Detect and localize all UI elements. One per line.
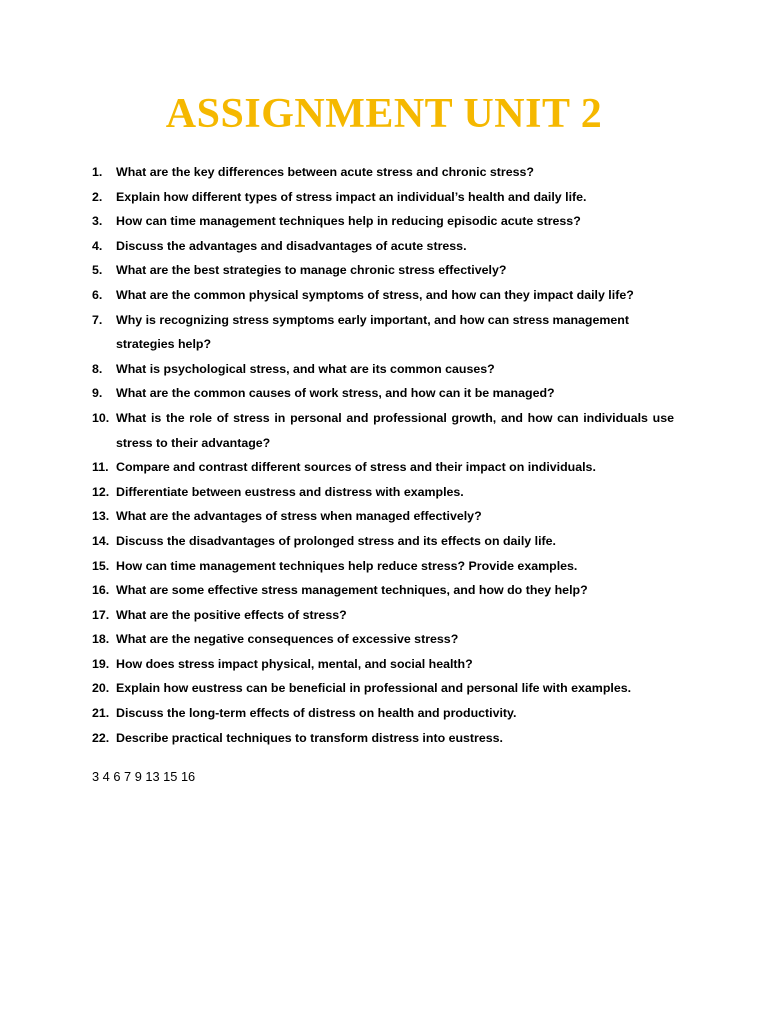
question-text: Differentiate between eustress and distress with examples. <box>116 484 464 499</box>
question-number: 14. <box>92 533 110 548</box>
question-number: 8. <box>92 361 103 376</box>
question-item <box>92 381 674 406</box>
question-number: 19. <box>92 656 110 671</box>
question-text: What are the common physical symptoms of stress, and how can they impact daily life? <box>116 287 634 302</box>
selected-questions-note: 3 4 6 7 9 13 15 16 <box>92 769 196 784</box>
question-item <box>92 554 674 579</box>
question-number: 15. <box>92 558 110 573</box>
question-text: What are the positive effects of stress? <box>116 607 347 622</box>
question-item <box>92 160 674 185</box>
question-item <box>92 627 674 652</box>
question-text: How can time management techniques help reduce stress? Provide examples. <box>116 558 578 573</box>
question-number: 17. <box>92 607 110 622</box>
question-number: 1. <box>92 165 103 179</box>
question-number: 16. <box>92 583 110 598</box>
question-number: 21. <box>92 706 110 721</box>
question-text: Why is recognizing stress symptoms early important, and how can stress management strategies help? <box>116 312 629 352</box>
question-text: What is the role of stress in personal and professional growth, and how can individuals use stress to their advantage? <box>116 410 674 450</box>
question-item <box>92 283 674 308</box>
question-item <box>92 701 674 726</box>
question-text: What are the best strategies to manage chronic stress effectively? <box>116 263 507 278</box>
question-text: What are the advantages of stress when managed effectively? <box>116 509 482 524</box>
question-text: Discuss the long-term effects of distress on health and productivity. <box>116 706 517 721</box>
question-item <box>92 357 674 382</box>
question-item <box>92 726 674 751</box>
question-number: 2. <box>92 189 103 204</box>
question-number: 5. <box>92 263 103 278</box>
question-text: Explain how different types of stress impact an individual’s health and daily life. <box>116 189 587 204</box>
question-number: 7. <box>92 312 103 327</box>
question-number: 22. <box>92 730 110 745</box>
question-number: 6. <box>92 287 103 302</box>
question-item <box>92 578 674 603</box>
question-text: Discuss the disadvantages of prolonged stress and its effects on daily life. <box>116 533 556 548</box>
question-item <box>92 529 674 554</box>
question-text: What are some effective stress management techniques, and how do they help? <box>116 583 588 598</box>
question-text: Compare and contrast different sources of stress and their impact on individuals. <box>116 460 596 475</box>
question-text: How can time management techniques help in reducing episodic acute stress? <box>116 214 581 229</box>
question-text: What are the negative consequences of excessive stress? <box>116 632 459 647</box>
question-list <box>92 160 674 750</box>
question-item <box>92 258 674 283</box>
question-text: Discuss the advantages and disadvantages of acute stress. <box>116 238 467 253</box>
question-number: 4. <box>92 238 103 253</box>
question-item <box>92 676 674 701</box>
question-number: 10. <box>92 410 110 425</box>
question-item <box>92 234 674 259</box>
question-number: 18. <box>92 632 110 647</box>
question-number: 3. <box>92 214 103 229</box>
question-item <box>92 480 674 505</box>
page-title: ASSIGNMENT UNIT 2 <box>165 91 603 137</box>
question-item <box>92 406 674 455</box>
question-number: 13. <box>92 509 110 524</box>
question-item <box>92 455 674 480</box>
question-text: What are the common causes of work stress, and how can it be managed? <box>116 386 555 401</box>
question-item <box>92 185 674 210</box>
question-number: 9. <box>92 386 103 401</box>
question-number: 20. <box>92 681 110 696</box>
question-text: What are the key differences between acute stress and chronic stress? <box>116 165 534 179</box>
question-number: 11. <box>92 460 109 475</box>
question-text: How does stress impact physical, mental, and social health? <box>116 656 473 671</box>
question-item <box>92 308 674 357</box>
question-item <box>92 209 674 234</box>
question-text: What is psychological stress, and what are its common causes? <box>116 361 495 376</box>
question-number: 12. <box>92 484 110 499</box>
question-text: Describe practical techniques to transform distress into eustress. <box>116 730 503 745</box>
question-item <box>92 504 674 529</box>
question-text: Explain how eustress can be beneficial in professional and personal life with examples. <box>116 681 632 696</box>
question-item <box>92 652 674 677</box>
question-item <box>92 603 674 628</box>
